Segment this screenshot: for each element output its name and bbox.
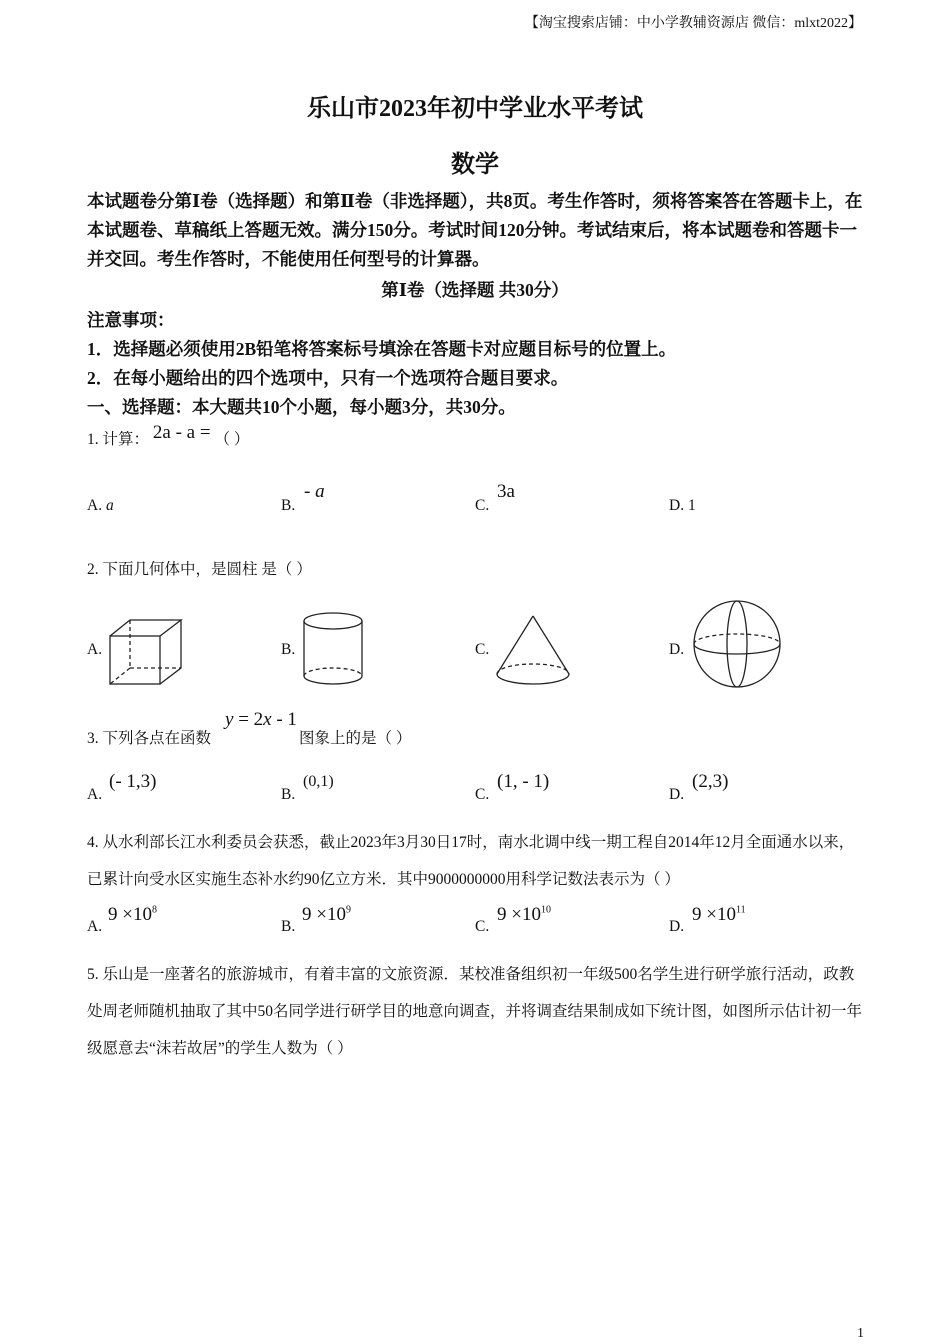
notes-heading: 注意事项： bbox=[87, 310, 175, 330]
q4-option-d-label: D. bbox=[669, 918, 685, 935]
q3-suffix: 图象上的是（ ） bbox=[299, 730, 412, 747]
q3-option-d-label: D. bbox=[669, 786, 685, 803]
q4-option-d-value: $9 \times 10^{11}$ bbox=[692, 904, 746, 925]
exam-title: 乐山市2023年初中学业水平考试 bbox=[307, 96, 643, 122]
question-4: 4. 从水利部长江水利委员会获悉，截止2023年3月30日17时，南水北调中线一期工程自2014年12月全面通水以来，已累计向受水区实施生态补水约90亿立方米．其中9000000000用科学记数法表示为（ ） bbox=[87, 834, 855, 888]
q1-option-b-value: - a bbox=[304, 481, 325, 502]
question-5: 5. 乐山是一座著名的旅游城市，有着丰富的文旅资源．某校准备组织初一年级500名学生进行研学旅行活动，政教处周老师随机抽取了其中50名同学进行研学目的地意向调查，并将调查结果制成如下统计图，如图所示估计初一年级愿意去“沫若故居”的学生人数为（ ） bbox=[87, 966, 863, 1057]
q3-option-a-label: A. bbox=[87, 786, 103, 803]
q3-option-d-value: (2,3) bbox=[692, 771, 729, 792]
q4-option-c-label: C. bbox=[475, 918, 490, 935]
subject-title: 数学 bbox=[451, 152, 499, 178]
q2-option-d-label: D. bbox=[669, 641, 685, 658]
q2-option-a-label: A. bbox=[87, 641, 103, 658]
q1-option-c-value: 3a bbox=[497, 481, 515, 502]
part-1-heading: 一、选择题：本大题共10个小题，每小题3分，共30分。 bbox=[87, 397, 516, 417]
q1-option-d: D. 1 bbox=[669, 497, 696, 514]
question-1 bbox=[87, 422, 250, 450]
sphere-figure bbox=[690, 598, 786, 692]
q3-expression: y = 2x - 1 bbox=[225, 709, 297, 730]
header-note: 【淘宝搜索店铺：中小学教辅资源店 微信：mlxt2022】 bbox=[524, 16, 862, 31]
note-1: 1．选择题必须使用2B铅笔将答案标号填涂在答题卡对应题目标号的位置上。 bbox=[87, 339, 677, 359]
q4-option-b-label: B. bbox=[281, 918, 296, 935]
q3-option-c-value: (1, - 1) bbox=[497, 771, 550, 792]
q1-option-b: B. bbox=[281, 497, 296, 514]
q3-option-a-value: (- 1,3) bbox=[109, 771, 157, 792]
q3-prefix: 3. 下列各点在函数 bbox=[87, 730, 212, 747]
q2-option-c-label: C. bbox=[475, 641, 490, 658]
q1-expression: 2a - a = bbox=[152, 422, 211, 443]
cube-figure bbox=[106, 616, 186, 690]
q1-suffix: （ ） bbox=[214, 431, 250, 448]
q3-option-b-value: (0,1) bbox=[303, 773, 334, 790]
q4-option-c-value: $9 \times 10^{10}$ bbox=[497, 904, 551, 925]
q4-option-a-value: $9 \times 10^8$ bbox=[108, 904, 157, 925]
q1-option-c: C. bbox=[475, 497, 490, 514]
q2-option-b-label: B. bbox=[281, 641, 296, 658]
q4-option-b-value: $9 \times 10^9$ bbox=[302, 904, 351, 925]
cone-figure bbox=[494, 612, 572, 690]
q1-prefix: 1. 计算： bbox=[87, 431, 150, 448]
q3-option-c-label: C. bbox=[475, 786, 490, 803]
question-2: 2. 下面几何体中，是圆柱 是（ ） bbox=[87, 561, 312, 578]
intro-paragraph: 本试题卷分第Ⅰ卷（选择题）和第Ⅱ卷（非选择题），共8页。考生作答时，须将答案答在答题卡上，在本试题卷、草稿纸上答题无效。满分150分。考试时间120分钟。考试结束后，将本试题卷和答题卡一并交回。考生作答时，不能使用任何型号的计算器。 bbox=[87, 191, 863, 269]
cylinder-figure bbox=[301, 610, 367, 690]
q4-option-a-label: A. bbox=[87, 918, 103, 935]
q3-option-b-label: B. bbox=[281, 786, 296, 803]
note-2: 2．在每小题给出的四个选项中，只有一个选项符合题目要求。 bbox=[87, 368, 569, 388]
page-number: 1 bbox=[857, 1326, 864, 1341]
section-title: 第Ⅰ卷（选择题 共30分） bbox=[381, 280, 569, 300]
q1-option-a: A. a bbox=[87, 497, 114, 514]
